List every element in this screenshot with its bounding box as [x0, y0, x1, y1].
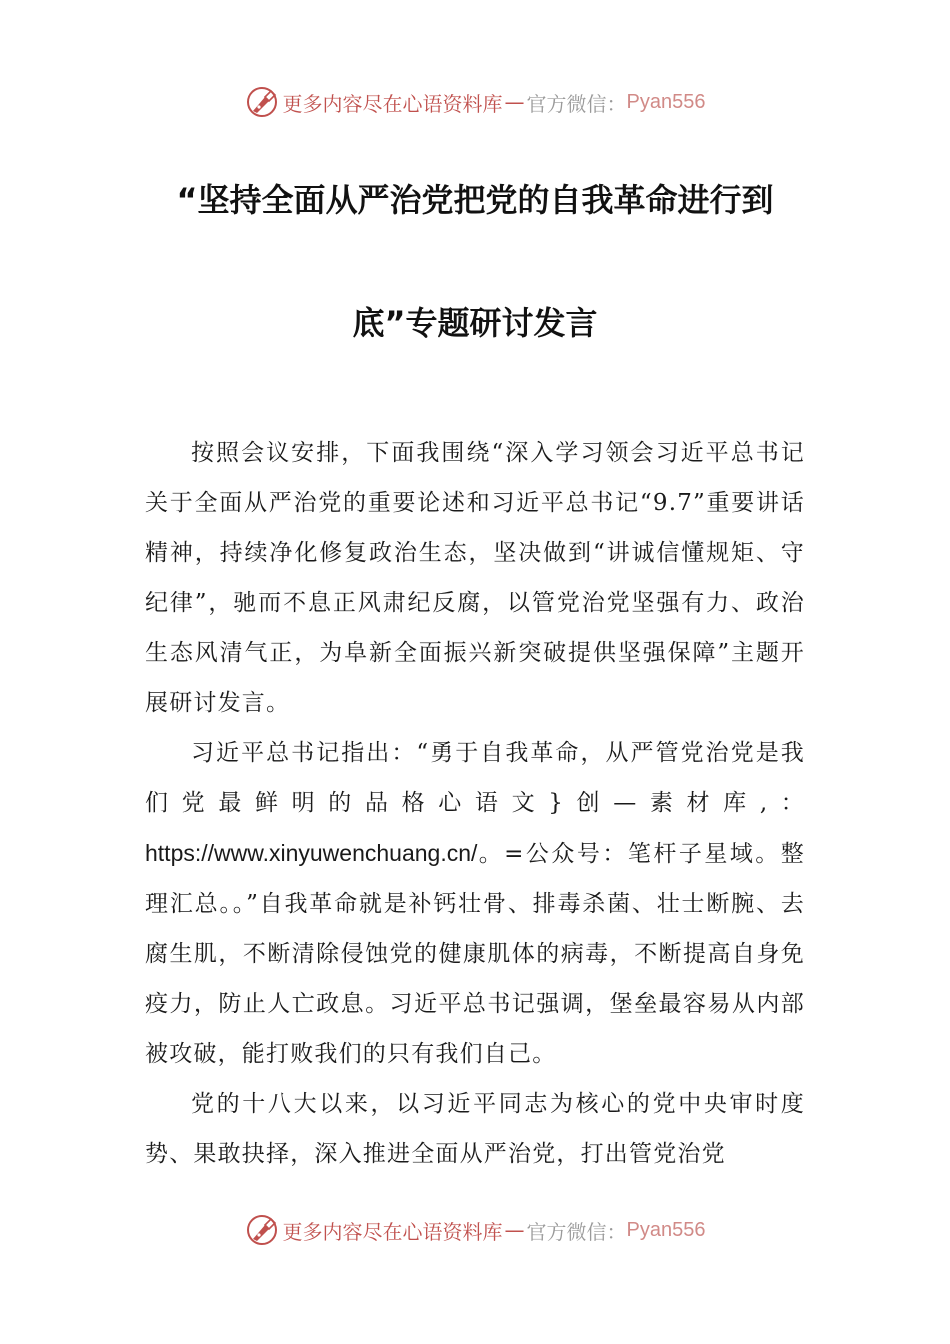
header-banner: [0, 82, 950, 122]
banner-wechat-label: 官方微信：: [526, 1219, 627, 1244]
banner-wechat-id: Pyan556: [626, 1218, 706, 1241]
paragraph-2-text-a: 习近平总书记指出：“勇于自我革命，从严管党治党是我们党最鲜明的品格心语文}创—素材库,：: [145, 740, 805, 816]
banner-dash: —: [504, 90, 525, 114]
website-url: https://www.xinyuwenchuang.cn/: [145, 840, 478, 866]
banner-red-text: 更多内容尽在心语资料库: [282, 91, 503, 116]
footer-banner: [0, 1210, 950, 1250]
paragraph-2-text-b: 。=公众号：笔杆子星域。整理汇总。。”自我革命就是补钙壮骨、排毒杀菌、壮士断腕、去腐生肌，不断清除侵蚀党的健康肌体的病毒，不断提高自身免疫力，防止人亡政息。习近平总书记强调，堡垒最容易从内部被攻破，能打败我们的只有我们自己。: [145, 841, 805, 1067]
banner-wechat-id: Pyan556: [626, 90, 706, 113]
document-title-line-2: 底”专题研讨发言: [352, 304, 598, 342]
document-title-line-1: “坚持全面从严治党把党的自我革命进行到: [176, 181, 774, 219]
banner-red-text: 更多内容尽在心语资料库: [282, 1219, 503, 1244]
document-body: [145, 428, 805, 1179]
pen-logo-icon: [245, 1213, 279, 1247]
pen-logo-icon: [245, 85, 279, 119]
banner-wechat-label: 官方微信：: [526, 91, 627, 116]
paragraph-1: 按照会议安排，下面我围绕“深入学习领会习近平总书记关于全面从严治党的重要论述和习近平总书记“9.7”重要讲话精神，持续净化修复政治生态，坚决做到“讲诚信懂规矩、守纪律”，驰而不息正风肃纪反腐，以管党治党坚强有力、政治生态风清气正，为阜新全面振兴新突破提供坚强保障”主题开展研讨发言。: [145, 440, 805, 716]
paragraph-2: [145, 728, 805, 1079]
paragraph-3: 党的十八大以来，以习近平同志为核心的党中央审时度势、果敢抉择，深入推进全面从严治党，打出管党治党: [145, 1091, 805, 1167]
banner-dash: —: [504, 1218, 525, 1242]
